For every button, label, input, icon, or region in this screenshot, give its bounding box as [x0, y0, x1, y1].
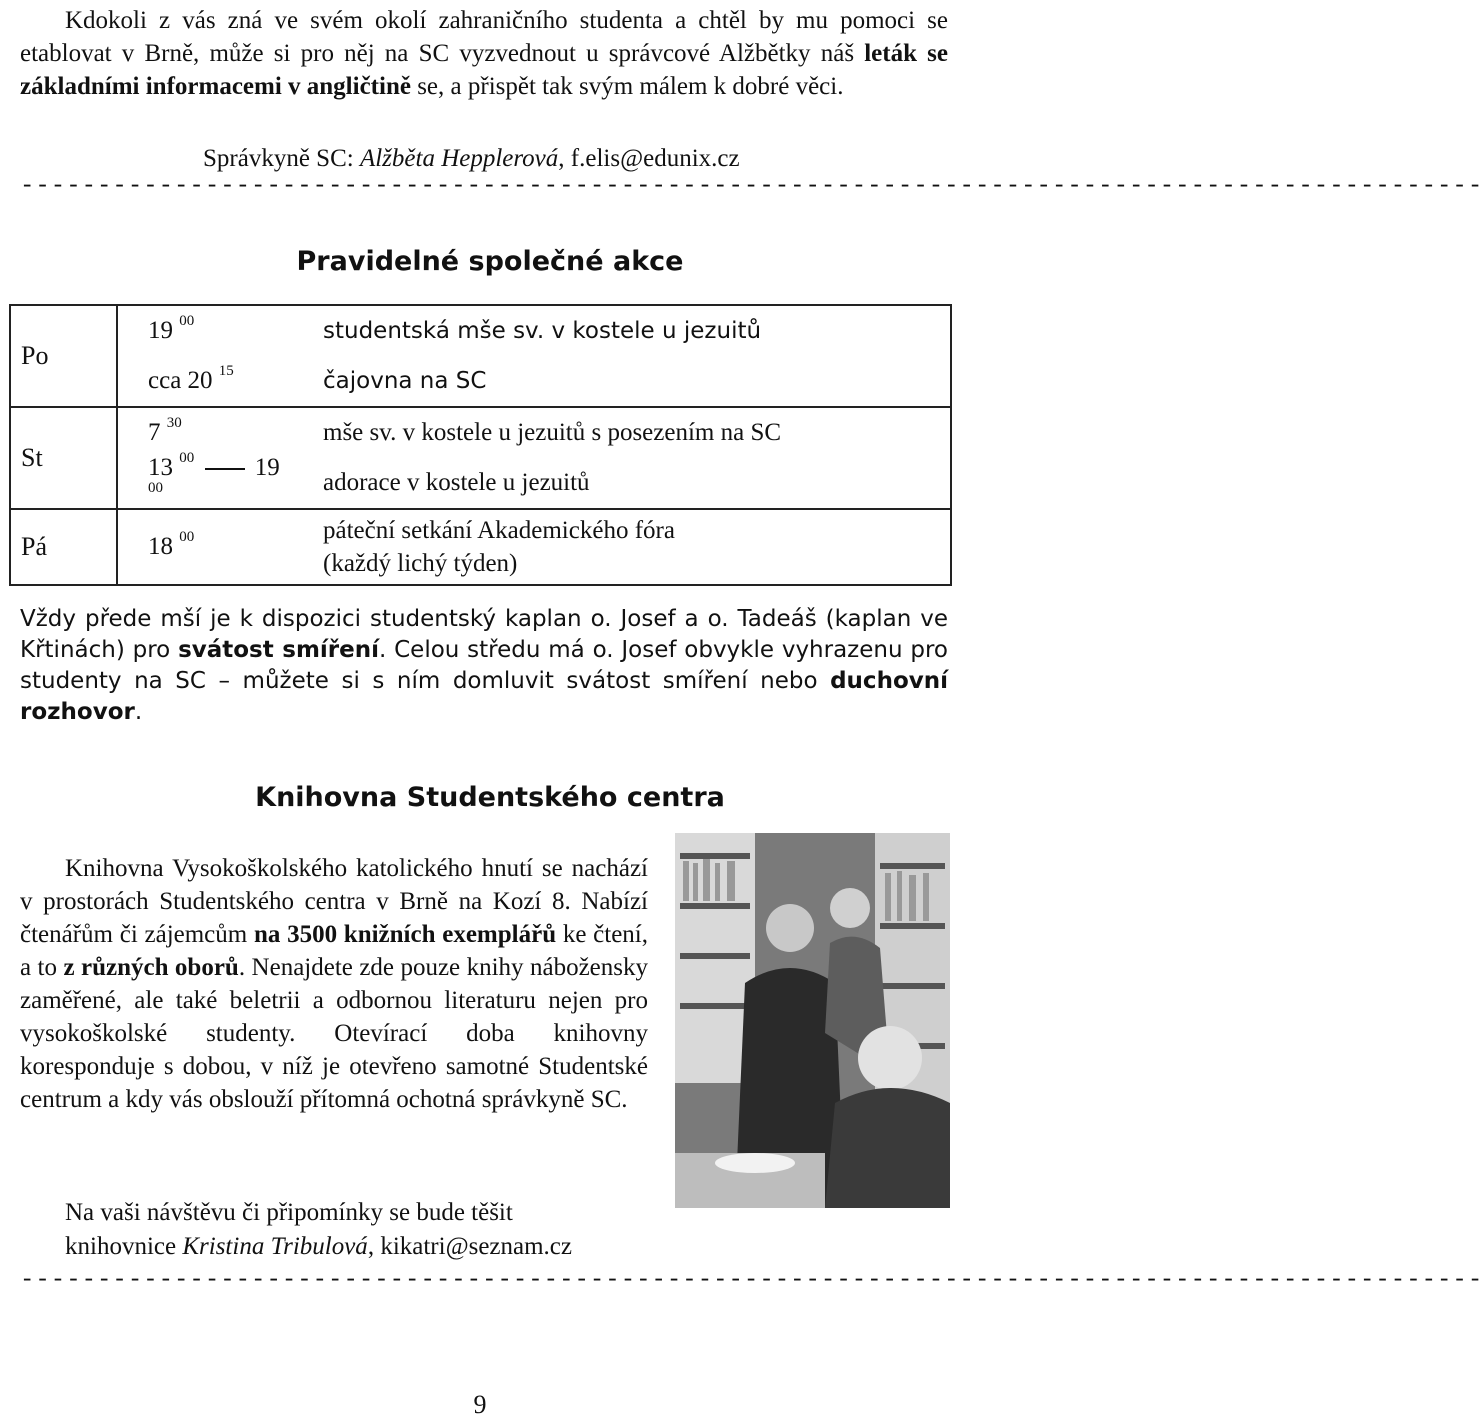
- events-heading: Pravidelné společné akce: [296, 246, 684, 277]
- time-cell: [117, 305, 288, 407]
- time-entry: cca 20 $^{15}$: [148, 363, 234, 394]
- day-label: Po: [10, 305, 117, 407]
- contact-label: Správkyně SC:: [203, 145, 360, 172]
- schedule-row-wednesday: [10, 407, 951, 509]
- dashed-separator-bottom: -----------------------------------------------------------------------------------------------: [20, 1267, 1483, 1294]
- time-cell: [117, 509, 288, 585]
- schedule-row-friday: [10, 509, 951, 585]
- intro-text-2: se, a přispět tak svým málem k dobré věci.: [410, 73, 844, 100]
- event-entry: mše sv. v kostele u jezuitů s posezením na SC: [323, 419, 782, 446]
- day-label: Pá: [10, 509, 117, 585]
- library-closing-line-2: knihovnice Kristina Tribulová, kikatri@seznam.cz: [65, 1233, 572, 1260]
- time-cell: [117, 407, 288, 509]
- day-label: St: [10, 407, 117, 509]
- confession-bold: svátost smíření: [178, 637, 379, 663]
- event-cell: [288, 305, 951, 407]
- library-photo-image: [675, 833, 950, 1208]
- administrator-contact: [203, 142, 943, 175]
- intro-text-1: Kdokoli z vás zná ve svém okolí zahraničního studenta a chtěl by mu pomoci se etablovat v Brně, může si pro něj na SC vyzvednout u správcové Alžbětky náš: [20, 7, 948, 67]
- event-entry: studentská mše sv. v kostele u jezuitů: [323, 318, 762, 344]
- event-entry: čajovna na SC: [323, 368, 487, 394]
- librarian-name: Kristina Tribulová: [182, 1233, 368, 1260]
- library-closing-line-1: Na vaši návštěvu či připomínky se bude těšit: [65, 1199, 513, 1226]
- schedule-row-monday: [10, 305, 951, 407]
- time-entry: 18 $^{00}$: [148, 529, 195, 560]
- library-paragraph: Knihovna Vysokoškolského katolického hnutí se nachází v prostorách Studentského centra v Brně na Kozí 8. Nabízí čtenářům či zájemcům na 3500 knižních exemplářů ke čtení, a to z různých oborů. Nenajdete zde pouze knihy nábožensky zaměřené, ale také beletrii a odbornou literaturu nejen pro vysokoškolské studenty. Otevírací doba knihovny koresponduje s dobou, v níž je otevřeno samotné Studentské centrum a kdy vás obslouží přítomná ochotná správkyně SC.: [20, 855, 649, 1113]
- time-entry: 13 $^{00}$ 19 $^{00}$: [148, 450, 280, 496]
- library-heading: Knihovna Studentského centra: [255, 782, 725, 813]
- intro-leaflet-bold: leták se základními informacemi v angličtině: [20, 40, 948, 100]
- time-entry: 7 $^{30}$: [148, 415, 182, 446]
- spiritual-talk-bold: duchovní rozhovor: [20, 668, 948, 725]
- event-entry: páteční setkání Akademického fóra (každý lichý týden): [323, 517, 675, 577]
- contact-name: Alžběta Hepplerová: [359, 145, 559, 172]
- contact-email: , f.elis@edunix.cz: [558, 145, 740, 172]
- event-cell: [288, 509, 951, 585]
- time-entry: 19 $^{00}$: [148, 313, 195, 344]
- event-cell: [288, 407, 951, 509]
- library-photo: [675, 833, 950, 1208]
- event-entry: adorace v kostele u jezuitů: [323, 469, 590, 496]
- page-number: 9: [473, 1390, 487, 1419]
- librarian-email: , kikatri@seznam.cz: [367, 1233, 572, 1260]
- confession-note: Vždy přede mší je k dispozici studentský kaplan o. Josef a o. Tadeáš (kaplan ve Křtinách) pro svátost smíření. Celou středu má o. Josef obvykle vyhrazenu pro studenty na SC – můžete si s ním domluvit svátost smíření nebo duchovní rozhovor.: [20, 606, 948, 725]
- dashed-separator-top: -----------------------------------------------------------------------------------------------: [20, 173, 1483, 200]
- intro-paragraph: [20, 4, 948, 103]
- events-schedule-table: [9, 304, 952, 586]
